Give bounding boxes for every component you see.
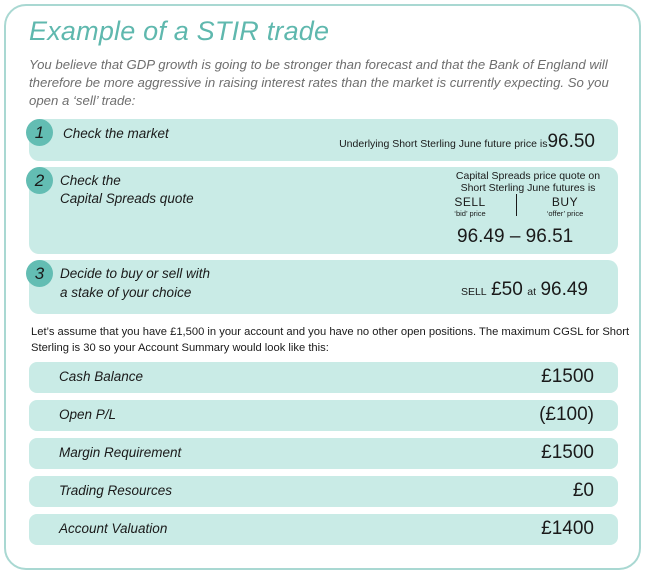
summary-row-account-valuation [29, 514, 618, 545]
step-label-line-2: Capital Spreads quote [60, 191, 194, 206]
summary-value: £1500 [541, 442, 594, 463]
trade-direction: SELL [460, 286, 487, 298]
market-price-value: 96.50 [547, 131, 595, 152]
summary-label: Margin Requirement [59, 445, 182, 460]
buy-side [532, 195, 598, 218]
quote-price: 96.49 – 96.51 [457, 226, 574, 247]
summary-value: (£100) [539, 404, 594, 425]
summary-row-trading-resources [29, 476, 618, 507]
summary-label: Account Valuation [59, 521, 168, 536]
quote-heading-line-1: Capital Spreads price quote on [455, 170, 601, 182]
summary-value: £1500 [541, 366, 594, 387]
step-number-badge: 2 [26, 167, 53, 194]
trade-stake: £50 [491, 279, 523, 300]
trade-summary [461, 279, 588, 301]
summary-value: £1400 [541, 518, 594, 539]
summary-label: Cash Balance [59, 369, 144, 384]
step-1-check-market [29, 119, 618, 161]
intro-paragraph: You believe that GDP growth is going to be stronger than forecast and that the Bank of England will therefore be more aggressive in raising interest rates than the market is currently expecting. So you open a ‘sell’ trade: [29, 57, 609, 108]
trade-at: at [527, 286, 536, 298]
step-label-line-1: Decide to buy or sell with [60, 266, 211, 281]
sell-sub-label: ‘bid’ price [454, 209, 486, 218]
step-label-line-2: a stake of your choice [60, 285, 192, 300]
step-number-badge: 1 [26, 119, 53, 146]
step-3-decide-trade [29, 260, 618, 314]
assumption-paragraph: Let’s assume that you have £1,500 in your account and you have no other open positions. The maximum CGSL for Short Sterling is 30 so your Account Summary would look like this: [31, 326, 630, 354]
trade-price: 96.49 [540, 279, 588, 300]
step-label-line-1: Check the [60, 173, 121, 188]
market-price-text: Underlying Short Sterling June future price is [339, 138, 548, 150]
summary-row-cash-balance [29, 362, 618, 393]
step-number-badge: 3 [26, 260, 53, 287]
buy-label: BUY [551, 195, 579, 209]
step-label: Check the market [63, 126, 169, 141]
step-2-check-quote [29, 167, 618, 254]
market-price-readout [339, 131, 595, 153]
summary-value: £0 [572, 480, 594, 501]
quote-heading [443, 170, 613, 194]
summary-label: Open P/L [59, 407, 117, 422]
summary-row-margin-requirement [29, 438, 618, 469]
page-title: Example of a STIR trade [29, 16, 330, 46]
summary-label: Trading Resources [59, 483, 173, 498]
quote-heading-line-2: Short Sterling June futures is [460, 182, 596, 194]
buy-sub-label: ‘offer’ price [546, 209, 584, 218]
quote-divider [516, 194, 517, 216]
summary-row-open-pl [29, 400, 618, 431]
sell-side [442, 195, 498, 218]
sell-label: SELL [454, 195, 486, 209]
